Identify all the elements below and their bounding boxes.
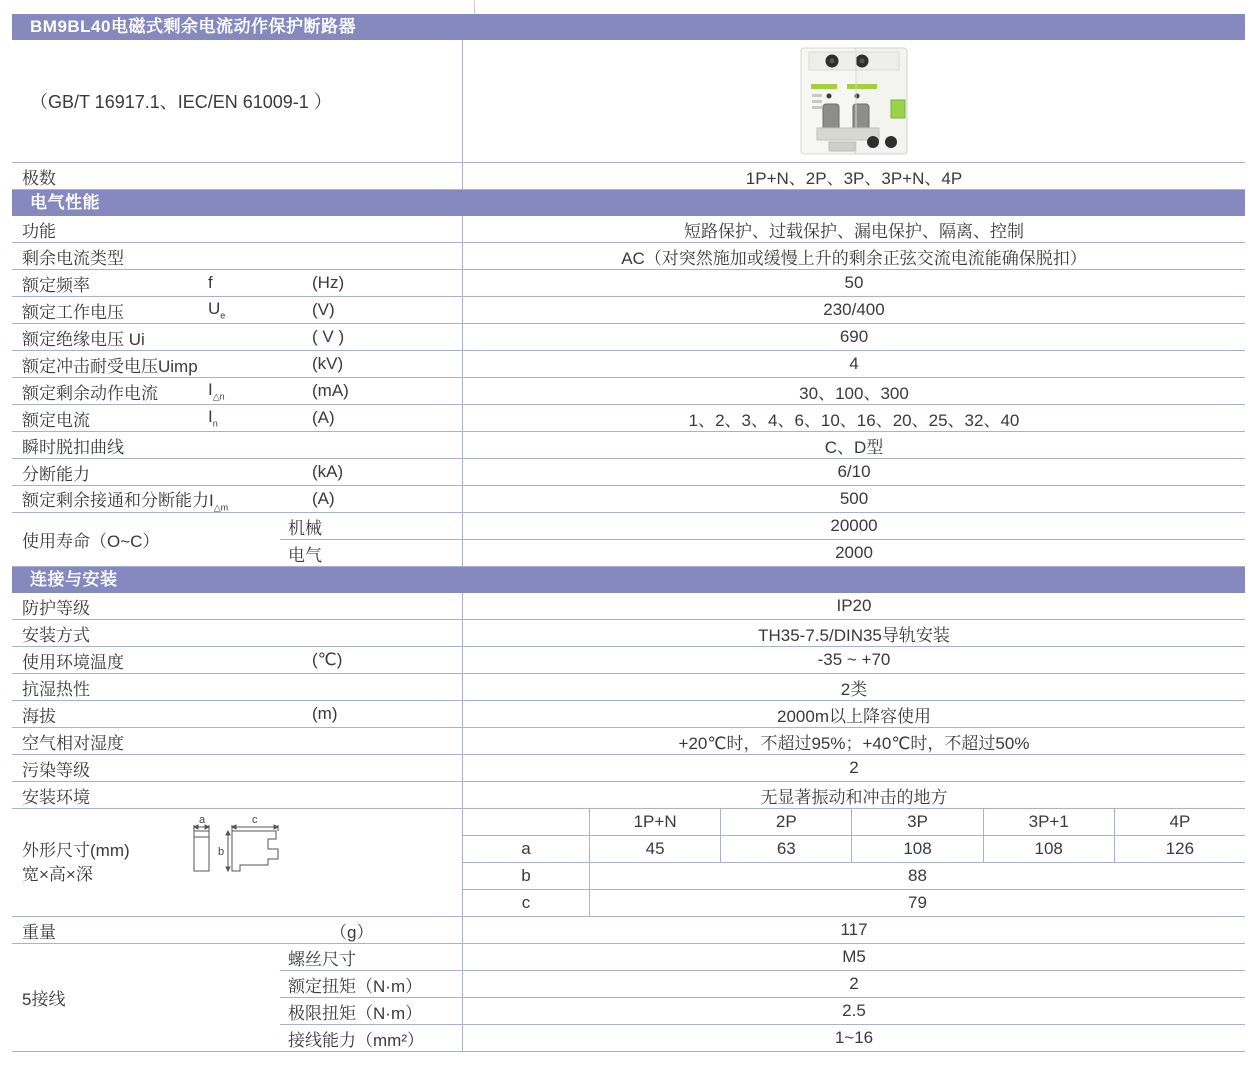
symbol-Ue: $U_e$	[208, 299, 226, 321]
service-life-block	[12, 513, 1245, 567]
product-title-bar	[12, 14, 1245, 40]
dimensions-label-cell: 外形尺寸(mm) 宽×高×深 a b c	[12, 809, 462, 916]
intro-row	[12, 40, 1245, 163]
wiring-block	[12, 944, 1245, 1052]
dimensions-row-a: a 45 63 108 108 126	[463, 836, 1245, 863]
spec-row-ambient-temperature: 使用环境温度 (℃) -35 ~ +70	[12, 647, 1245, 674]
poles-label: 极数	[22, 168, 56, 188]
service-life-label: 使用寿命（O~C）	[22, 532, 160, 551]
top-divider-notch	[474, 0, 475, 14]
spec-row-insulation-voltage: 额定绝缘电压 Ui ( V ) 690	[12, 324, 1245, 351]
spec-row-residual-current: 额定剩余动作电流 $I_{\triangle n}$ (mA) 30、100、300	[12, 378, 1245, 405]
spec-row-making-breaking-capacity: 额定剩余接通和分断能力$I_{\triangle m}$ (A) 500	[12, 486, 1245, 513]
dim-col-3p: 3P	[851, 809, 982, 835]
circuit-breaker-image	[795, 44, 913, 158]
poles-value: 1P+N、2P、3P、3P+N、4P	[462, 163, 1245, 189]
service-life-mechanical-row: 机械 20000	[280, 513, 1245, 540]
spec-row-relative-humidity: 空气相对湿度 +20℃时，不超过95%；+40℃时，不超过50%	[12, 728, 1245, 755]
spec-row-rated-current: 额定电流 $I_n$ (A) 1、2、3、4、6、10、16、20、25、32、40	[12, 405, 1245, 432]
page-title: BM9BL40电磁式剩余电流动作保护断路器	[30, 17, 356, 36]
wiring-row-limit-torque: 极限扭矩（N·m） 2.5	[280, 998, 1245, 1025]
spec-table	[12, 14, 1245, 1052]
service-life-electrical-row: 电气 2000	[280, 540, 1245, 566]
symbol-Idn: $I_{\triangle n}$	[208, 380, 225, 402]
standards-text: （GB/T 16917.1、IEC/EN 61009-1 ）	[30, 92, 332, 112]
poles-row	[12, 163, 1245, 190]
section-bar-mounting: 连接与安装	[12, 567, 1245, 593]
dim-col-2p: 2P	[720, 809, 851, 835]
spec-row-protection-degree: 防护等级 IP20	[12, 593, 1245, 620]
dim-col-1pn: 1P+N	[589, 809, 720, 835]
spec-row-pollution-degree: 污染等级 2	[12, 755, 1245, 782]
spec-row-mounting-type: 安装方式 TH35-7.5/DIN35导轨安装	[12, 620, 1245, 647]
dimensions-row-b: b 88	[463, 863, 1245, 890]
svg-text:c: c	[252, 815, 258, 826]
svg-text:b: b	[218, 846, 225, 858]
section-bar-electrical: 电气性能	[12, 190, 1245, 216]
spec-row-altitude: 海拔 (m) 2000m以上降容使用	[12, 701, 1245, 728]
spec-row-frequency: 额定频率 f (Hz) 50	[12, 270, 1245, 297]
standards-cell	[12, 40, 462, 162]
wiring-label: 5接线	[22, 990, 66, 1009]
wiring-row-rated-torque: 额定扭矩（N·m） 2	[280, 971, 1245, 998]
spec-row-function: 功能 短路保护、过载保护、漏电保护、隔离、控制	[12, 216, 1245, 243]
dimensions-row-c: c 79	[463, 890, 1245, 916]
spec-row-breaking-capacity: 分断能力 (kA) 6/10	[12, 459, 1245, 486]
dim-col-4p: 4P	[1114, 809, 1245, 835]
product-image-cell	[462, 40, 1245, 162]
wiring-row-screw-size: 螺丝尺寸 M5	[280, 944, 1245, 971]
dimension-drawing	[184, 815, 304, 877]
spec-row-humidity-heat: 抗湿热性 2类	[12, 674, 1245, 701]
wiring-row-wire-capacity: 接线能力（mm²） 1~16	[280, 1025, 1245, 1051]
dimensions-block	[12, 809, 1245, 917]
symbol-f: f	[208, 273, 213, 292]
svg-text:a: a	[199, 815, 206, 826]
spec-row-installation-environment: 安装环境 无显著振动和冲击的地方	[12, 782, 1245, 809]
spec-row-weight: 重量 （g） 117	[12, 917, 1245, 944]
spec-row-impulse-voltage: 额定冲击耐受电压Uimp (kV) 4	[12, 351, 1245, 378]
spec-row-residual-type: 剩余电流类型 AC（对突然施加或缓慢上升的剩余正弦交流电流能确保脱扣）	[12, 243, 1245, 270]
spec-row-rated-voltage: 额定工作电压 $U_e$ (V) 230/400	[12, 297, 1245, 324]
dimensions-header-row	[463, 809, 1245, 836]
symbol-In: $I_n$	[208, 407, 218, 429]
spec-row-trip-curve: 瞬时脱扣曲线 C、D型	[12, 432, 1245, 459]
dim-col-3p1: 3P+1	[983, 809, 1114, 835]
